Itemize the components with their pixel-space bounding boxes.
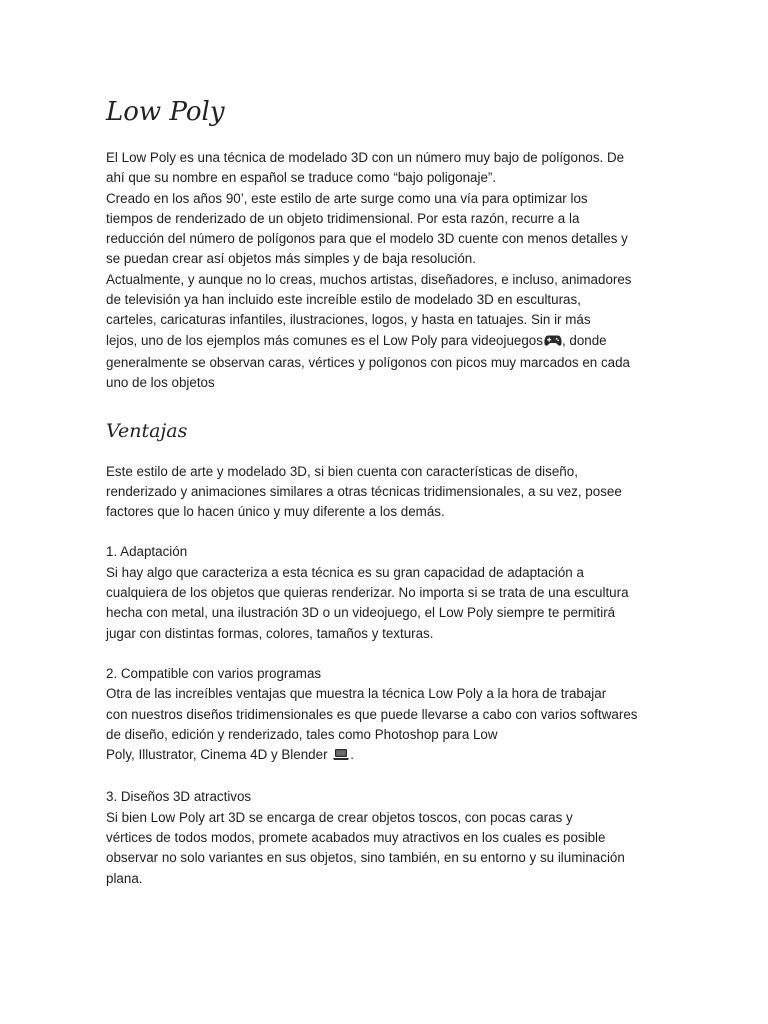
text-line: plana.	[106, 870, 143, 886]
text-line: cualquiera de los objetos que quieras renderizar. No importa si se trata de una escultura	[106, 585, 629, 601]
page-title: Low Poly	[106, 97, 225, 127]
text-line: generalmente se observan caras, vértices y polígonos con picos muy marcados en cada	[106, 354, 631, 370]
text-line: Creado en los años 90’, este estilo de arte surge como una vía para optimizar los	[106, 190, 588, 206]
text-segment: .	[350, 747, 354, 763]
text-line: observar no solo variantes en sus objetos, sino también, en su entorno y su iluminación	[106, 850, 625, 866]
advantage-item-adaptacion	[106, 542, 662, 643]
text-line: Actualmente, y aunque no lo creas, muchos artistas, diseñadores, e incluso, animadores	[106, 271, 632, 287]
advantage-item-compatible	[106, 664, 662, 767]
text-line: tiempos de renderizado de un objeto tridimensional. Por esta razón, recurre a la	[106, 210, 580, 226]
advantage-heading: 1. Adaptación	[106, 544, 188, 560]
text-line-with-icon	[106, 331, 662, 353]
text-line: reducción del número de polígonos para que el modelo 3D cuente con menos detalles y	[106, 231, 628, 247]
advantage-heading: 3. Diseños 3D atractivos	[106, 789, 252, 805]
laptop-icon	[332, 747, 350, 767]
text-line: de televisión ya han incluido este increíble estilo de modelado 3D en esculturas,	[106, 292, 581, 308]
text-line: Si hay algo que caracteriza a esta técnica es su gran capacidad de adaptación a	[106, 564, 584, 580]
text-line: Otra de las increíbles ventajas que muestra la técnica Low Poly a la hora de trabajar	[106, 686, 607, 702]
text-line: de diseño, edición y renderizado, tales como Photoshop para Low	[106, 726, 498, 742]
gamepad-icon	[544, 333, 562, 353]
ventajas-intro-paragraph	[106, 462, 662, 523]
advantage-item-disenos	[106, 787, 662, 888]
text-line: Este estilo de arte y modelado 3D, si bien cuenta con características de diseño,	[106, 463, 578, 479]
text-line: Si bien Low Poly art 3D se encarga de crear objetos toscos, con pocas caras y	[106, 809, 573, 825]
text-segment: , donde	[561, 332, 607, 348]
text-line-with-icon	[106, 745, 662, 767]
intro-paragraph	[106, 148, 662, 394]
text-line: renderizado y animaciones similares a otras técnicas tridimensionales, a su vez, posee	[106, 483, 622, 499]
text-segment: Poly, Illustrator, Cinema 4D y Blender	[106, 747, 332, 763]
text-segment: lejos, uno de los ejemplos más comunes es el Low Poly para videojuegos	[106, 332, 543, 348]
section-title-ventajas: Ventajas	[106, 419, 188, 442]
text-line: se puedan crear así objetos más simples y de baja resolución.	[106, 251, 476, 267]
text-line: jugar con distintas formas, colores, tamaños y texturas.	[106, 625, 434, 641]
text-line: uno de los objetos	[106, 375, 215, 391]
text-line: carteles, caricaturas infantiles, ilustraciones, logos, y hasta en tatuajes. Sin ir más	[106, 312, 591, 328]
text-line: factores que lo hacen único y muy diferente a los demás.	[106, 504, 445, 520]
text-line: vértices de todos modos, promete acabados muy atractivos en los cuales es posible	[106, 830, 606, 846]
text-line: El Low Poly es una técnica de modelado 3D con un número muy bajo de polígonos. De	[106, 150, 625, 165]
advantage-heading: 2. Compatible con varios programas	[106, 665, 322, 681]
text-line: hecha con metal, una ilustración 3D o un videojuego, el Low Poly siempre te permitirá	[106, 605, 616, 621]
text-line: con nuestros diseños tridimensionales es que puede llevarse a cabo con varios softwares	[106, 706, 638, 722]
document-page	[106, 92, 662, 909]
text-line: ahí que su nombre en español se traduce como “bajo poligonaje”.	[106, 170, 497, 186]
